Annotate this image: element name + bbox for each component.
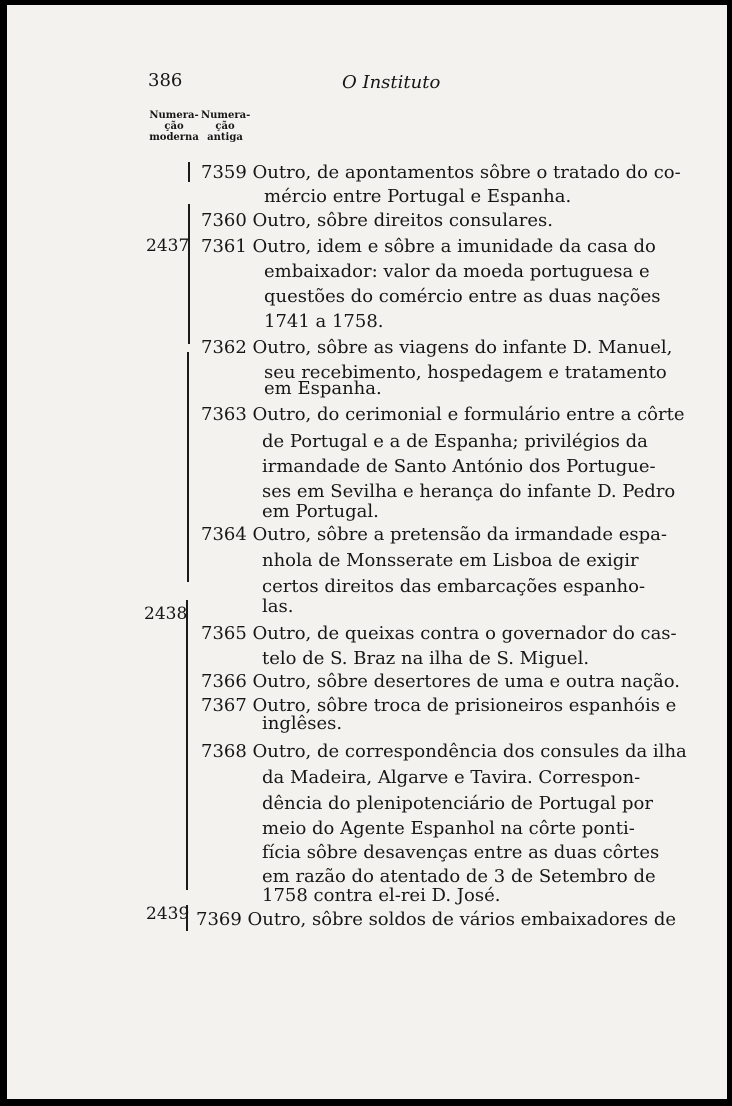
entry-line: 7362 Outro, sôbre as viagens do infante D. Manuel, xyxy=(201,337,673,358)
entry-line: meio do Agente Espanhol na côrte ponti- xyxy=(262,818,635,839)
column-header-modern-line: moderna xyxy=(149,132,199,143)
margin-line xyxy=(188,162,190,182)
margin-line xyxy=(187,352,189,582)
entry-line: 1758 contra el-rei D. José. xyxy=(262,885,501,906)
entry-line: dência do plenipotenciário de Portugal por xyxy=(262,793,653,814)
entry-line: 7368 Outro, de correspondência dos consules da ilha xyxy=(201,741,687,762)
entry-line: 7366 Outro, sôbre desertores de uma e outra nação. xyxy=(201,671,681,692)
entry-line: seu recebimento, hospedagem e tratamento xyxy=(264,362,667,383)
entry-line: 7367 Outro, sôbre troca de prisioneiros espanhóis e xyxy=(201,695,677,716)
column-header-modern-line: Numera- xyxy=(149,110,199,121)
entry-line: nhola de Monsserate em Lisboa de exigir xyxy=(262,550,639,571)
entry-line: irmandade de Santo António dos Portugue- xyxy=(262,456,656,477)
entry-line: telo de S. Braz na ilha de S. Miguel. xyxy=(262,648,590,669)
entry-line: 7363 Outro, do cerimonial e formulário entre a côrte xyxy=(201,404,685,425)
entry-line: embaixador: valor da moeda portuguesa e xyxy=(264,261,650,282)
entry-line: certos direitos das embarcações espanho- xyxy=(262,576,646,597)
column-header-modern xyxy=(147,110,201,143)
entry-line: 7360 Outro, sôbre direitos consulares. xyxy=(201,210,553,231)
entry-line: em Portugal. xyxy=(262,501,379,522)
entry-line: mércio entre Portugal e Espanha. xyxy=(264,186,572,207)
running-title: O Instituto xyxy=(342,72,441,93)
entry-line: em razão do atentado de 3 de Setembro de xyxy=(262,866,656,887)
entry-line: 7361 Outro, idem e sôbre a imunidade da casa do xyxy=(201,236,656,257)
column-header-old-line: ção xyxy=(215,121,235,132)
entry-line: da Madeira, Algarve e Tavira. Correspon- xyxy=(262,767,641,788)
column-header-modern-line: ção xyxy=(164,121,184,132)
entry-line: 7369 Outro, sôbre soldos de vários embaixadores de xyxy=(196,909,677,930)
entry-line: de Portugal e a de Espanha; privilégios da xyxy=(262,431,648,452)
margin-line xyxy=(188,204,190,344)
modern-number: 2437 xyxy=(146,236,190,256)
entry-line: las. xyxy=(262,596,294,617)
modern-number: 2438 xyxy=(144,604,188,624)
column-header-old-line: antiga xyxy=(207,132,243,143)
entry-line: 1741 a 1758. xyxy=(264,311,384,332)
entry-line: em Espanha. xyxy=(264,378,382,399)
entry-line: 7359 Outro, de apontamentos sôbre o tratado do co- xyxy=(201,162,681,183)
margin-line xyxy=(186,600,188,890)
modern-number: 2439 xyxy=(146,904,190,924)
entry-line: ses em Sevilha e herança do infante D. Pedro xyxy=(262,481,676,502)
entry-line: fícia sôbre desavenças entre as duas côrtes xyxy=(262,842,660,863)
entry-line: inglêses. xyxy=(262,713,343,734)
entry-line: questões do comércio entre as duas nações xyxy=(264,286,661,307)
page-number: 386 xyxy=(148,70,183,91)
column-header-old xyxy=(201,110,249,143)
entry-line: 7365 Outro, de queixas contra o governador do cas- xyxy=(201,623,677,644)
entry-line: 7364 Outro, sôbre a pretensão da irmandade espa- xyxy=(201,524,667,545)
column-header-old-line: Numera- xyxy=(201,110,251,121)
